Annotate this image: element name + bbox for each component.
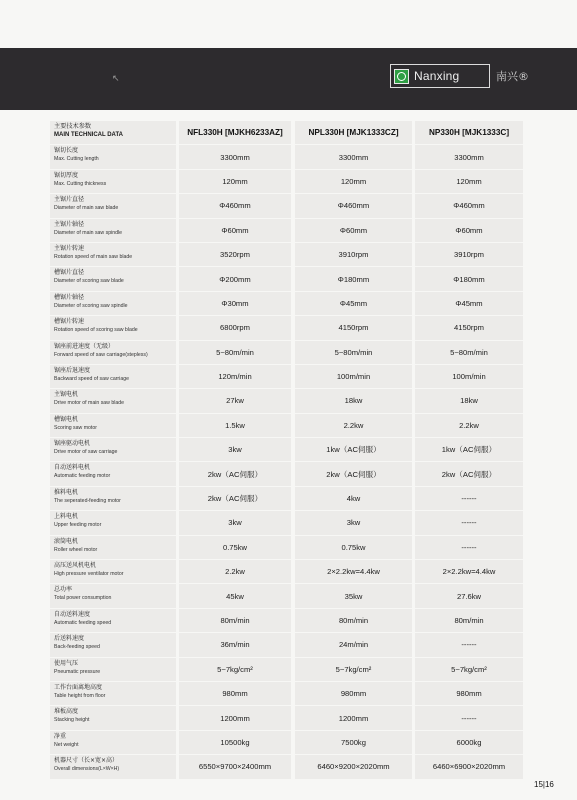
parameter-name-cn: 机器尺寸（长×宽×高） xyxy=(54,757,119,765)
value-cell-model-1: 3kw xyxy=(179,511,291,534)
parameter-name-en: Diameter of main saw spindle xyxy=(54,229,123,236)
value-cell-model-1: 0.75kw xyxy=(179,536,291,559)
parameter-label-cell xyxy=(50,511,176,534)
value-cell-model-2: 100m/min xyxy=(295,365,412,388)
table-row xyxy=(50,633,523,656)
parameter-name-en: Drive motor of main saw blade xyxy=(54,400,125,407)
value-cell-model-2: 1kw（AC伺服） xyxy=(295,438,412,461)
parameter-label-cell xyxy=(50,316,176,339)
parameter-name-cn: 主锯片转速 xyxy=(54,244,85,252)
parameter-name-en: Total power consumption xyxy=(54,595,112,602)
parameter-label-cell xyxy=(50,584,176,607)
parameter-name-en: Diameter of main saw blade xyxy=(54,205,119,212)
parameter-name-cn: 自动送料速度 xyxy=(54,610,91,618)
value-cell-model-3: Φ60mm xyxy=(415,219,523,242)
value-cell-model-1: Φ60mm xyxy=(179,219,291,242)
value-cell-model-2: 0.75kw xyxy=(295,536,412,559)
parameter-name-cn: 槽锯片转速 xyxy=(54,318,85,326)
model-header-1: NFL330H [MJKH6233AZ] xyxy=(179,121,291,144)
value-cell-model-3: Φ460mm xyxy=(415,194,523,217)
value-cell-model-2: 6460×9200×2020mm xyxy=(295,755,412,778)
parameter-name-en: Backward speed of saw carriage xyxy=(54,375,129,382)
table-row xyxy=(50,731,523,754)
table-row xyxy=(50,487,523,510)
header-label-cn: 主要技术参数 xyxy=(54,123,92,130)
parameter-label-cell xyxy=(50,341,176,364)
value-cell-model-2: Φ460mm xyxy=(295,194,412,217)
table-row xyxy=(50,414,523,437)
table-row xyxy=(50,536,523,559)
parameter-name-cn: 锯座后退速度 xyxy=(54,366,91,374)
value-cell-model-3: 80m/min xyxy=(415,609,523,632)
table-row xyxy=(50,706,523,729)
table-row xyxy=(50,341,523,364)
value-cell-model-1: 980mm xyxy=(179,682,291,705)
brand-logo xyxy=(390,64,490,88)
parameter-label-cell xyxy=(50,487,176,510)
model-header-3: NP330H [MJK1333C] xyxy=(415,121,523,144)
parameter-label-cell xyxy=(50,462,176,485)
header-label-en: MAIN TECHNICAL DATA xyxy=(54,132,123,138)
value-cell-model-1: 80m/min xyxy=(179,609,291,632)
parameter-label-cell xyxy=(50,219,176,242)
value-cell-model-1: 120m/min xyxy=(179,365,291,388)
value-cell-model-1: 2kw（AC伺服） xyxy=(179,462,291,485)
parameter-name-en: Rotation speed of main saw blade xyxy=(54,253,133,260)
table-row xyxy=(50,511,523,534)
value-cell-model-1: 1.5kw xyxy=(179,414,291,437)
value-cell-model-2: 35kw xyxy=(295,584,412,607)
value-cell-model-1: Φ30mm xyxy=(179,292,291,315)
parameter-name-en: Table height from floor xyxy=(54,692,106,699)
value-cell-model-3: 2kw（AC伺服） xyxy=(415,462,523,485)
parameter-name-en: Drive motor of saw carriage xyxy=(54,449,118,456)
parameter-name-cn: 槽锯电机 xyxy=(54,415,79,423)
value-cell-model-3: 1kw（AC伺服） xyxy=(415,438,523,461)
value-cell-model-3: 6000kg xyxy=(415,731,523,754)
value-cell-model-3: Φ180mm xyxy=(415,267,523,290)
value-cell-model-2: 4150rpm xyxy=(295,316,412,339)
value-cell-model-2: 2×2.2kw=4.4kw xyxy=(295,560,412,583)
value-cell-model-3: 5~7kg/cm² xyxy=(415,658,523,681)
brand-name: Nanxing xyxy=(414,69,460,83)
table-row xyxy=(50,755,523,778)
table-row xyxy=(50,658,523,681)
value-cell-model-1: 3kw xyxy=(179,438,291,461)
value-cell-model-3: ------ xyxy=(415,633,523,656)
parameter-name-en: Roller wheel motor xyxy=(54,546,98,553)
value-cell-model-3: 3300mm xyxy=(415,145,523,168)
parameter-name-en: Max. Cutting length xyxy=(54,156,99,163)
parameter-name-en: Max. Cutting thickness xyxy=(54,180,107,187)
value-cell-model-1: 5~7kg/cm² xyxy=(179,658,291,681)
parameter-name-en: Pneumatic pressure xyxy=(54,668,101,675)
value-cell-model-2: 980mm xyxy=(295,682,412,705)
value-cell-model-2: 4kw xyxy=(295,487,412,510)
value-cell-model-2: 2kw（AC伺服） xyxy=(295,462,412,485)
value-cell-model-1: 36m/min xyxy=(179,633,291,656)
value-cell-model-1: 2.2kw xyxy=(179,560,291,583)
table-row xyxy=(50,170,523,193)
parameter-label-cell xyxy=(50,438,176,461)
parameter-label-cell xyxy=(50,170,176,193)
parameter-name-en: Automatic feeding speed xyxy=(54,619,112,626)
parameter-name-en: Stacking height xyxy=(54,717,90,724)
parameter-label-cell xyxy=(50,536,176,559)
value-cell-model-3: 980mm xyxy=(415,682,523,705)
parameter-name-en: High pressure ventilator motor xyxy=(54,571,124,578)
parameter-name-cn: 后送料速度 xyxy=(54,635,85,643)
value-cell-model-1: 3520rpm xyxy=(179,243,291,266)
table-row xyxy=(50,145,523,168)
table-row xyxy=(50,194,523,217)
value-cell-model-3: 18kw xyxy=(415,389,523,412)
value-cell-model-1: 6550×9700×2400mm xyxy=(179,755,291,778)
value-cell-model-2: 5~7kg/cm² xyxy=(295,658,412,681)
table-row xyxy=(50,560,523,583)
value-cell-model-1: Φ200mm xyxy=(179,267,291,290)
value-cell-model-3: 4150rpm xyxy=(415,316,523,339)
value-cell-model-3: 2×2.2kw=4.4kw xyxy=(415,560,523,583)
value-cell-model-2: 3kw xyxy=(295,511,412,534)
parameter-label-cell xyxy=(50,755,176,778)
table-row xyxy=(50,682,523,705)
parameter-name-cn: 使用气压 xyxy=(54,659,79,667)
parameter-label-cell xyxy=(50,633,176,656)
parameter-name-cn: 主锯片轴径 xyxy=(54,220,85,228)
parameter-label-cell xyxy=(50,194,176,217)
parameter-name-cn: 滚筒电机 xyxy=(54,537,79,545)
value-cell-model-1: 2kw（AC伺服） xyxy=(179,487,291,510)
parameter-label-cell xyxy=(50,706,176,729)
table-row xyxy=(50,292,523,315)
value-cell-model-3: ------ xyxy=(415,536,523,559)
value-cell-model-3: 6460×6900×2020mm xyxy=(415,755,523,778)
parameter-name-cn: 锯座前进速度（无级） xyxy=(54,342,115,350)
parameter-name-cn: 推料电机 xyxy=(54,488,79,496)
value-cell-model-3: ------ xyxy=(415,706,523,729)
header-label-cell xyxy=(50,121,176,144)
parameter-name-cn: 锯切长度 xyxy=(54,147,79,155)
logo-mark-icon xyxy=(394,69,409,84)
parameter-name-en: Diameter of scoring saw blade xyxy=(54,278,124,285)
value-cell-model-3: 2.2kw xyxy=(415,414,523,437)
value-cell-model-2: 120mm xyxy=(295,170,412,193)
value-cell-model-1: Φ460mm xyxy=(179,194,291,217)
value-cell-model-1: 5~80m/min xyxy=(179,341,291,364)
parameter-name-cn: 上料电机 xyxy=(54,513,79,521)
parameter-name-cn: 主锯电机 xyxy=(54,391,79,399)
value-cell-model-1: 3300mm xyxy=(179,145,291,168)
value-cell-model-2: Φ60mm xyxy=(295,219,412,242)
parameter-name-cn: 工作台面离地高度 xyxy=(54,683,103,691)
parameter-label-cell xyxy=(50,145,176,168)
parameter-label-cell xyxy=(50,682,176,705)
parameter-label-cell xyxy=(50,267,176,290)
value-cell-model-2: 3300mm xyxy=(295,145,412,168)
decorative-spark: ↖ xyxy=(112,74,120,84)
parameter-label-cell xyxy=(50,731,176,754)
parameter-name-cn: 主锯片直径 xyxy=(54,196,85,204)
value-cell-model-3: 3910rpm xyxy=(415,243,523,266)
value-cell-model-3: 27.6kw xyxy=(415,584,523,607)
parameter-name-cn: 净重 xyxy=(54,732,67,740)
table-row xyxy=(50,609,523,632)
header-banner xyxy=(0,48,577,110)
parameter-label-cell xyxy=(50,414,176,437)
table-row xyxy=(50,462,523,485)
value-cell-model-1: 27kw xyxy=(179,389,291,412)
value-cell-model-1: 10500kg xyxy=(179,731,291,754)
value-cell-model-2: 7500kg xyxy=(295,731,412,754)
value-cell-model-2: 3910rpm xyxy=(295,243,412,266)
value-cell-model-3: Φ45mm xyxy=(415,292,523,315)
value-cell-model-3: 5~80m/min xyxy=(415,341,523,364)
parameter-name-en: Automatic feeding motor xyxy=(54,473,111,480)
parameter-name-cn: 高压送风机电机 xyxy=(54,562,97,570)
parameter-name-en: Rotation speed of scoring saw blade xyxy=(54,327,138,334)
value-cell-model-2: Φ45mm xyxy=(295,292,412,315)
value-cell-model-3: ------ xyxy=(415,487,523,510)
value-cell-model-2: 5~80m/min xyxy=(295,341,412,364)
table-row xyxy=(50,219,523,242)
parameter-name-cn: 槽锯片轴径 xyxy=(54,293,85,301)
value-cell-model-2: 2.2kw xyxy=(295,414,412,437)
table-row xyxy=(50,365,523,388)
parameter-name-en: The seperated-feeding motor xyxy=(54,497,121,504)
value-cell-model-2: 24m/min xyxy=(295,633,412,656)
parameter-name-cn: 堆板高度 xyxy=(54,708,79,716)
value-cell-model-2: Φ180mm xyxy=(295,267,412,290)
parameter-label-cell xyxy=(50,609,176,632)
parameter-name-cn: 锯切厚度 xyxy=(54,171,79,179)
parameter-label-cell xyxy=(50,560,176,583)
value-cell-model-2: 80m/min xyxy=(295,609,412,632)
parameter-label-cell xyxy=(50,292,176,315)
parameter-name-en: Forward speed of saw carriage(stepless) xyxy=(54,351,148,358)
parameter-name-cn: 槽锯片直径 xyxy=(54,269,85,277)
value-cell-model-1: 45kw xyxy=(179,584,291,607)
value-cell-model-3: 100m/min xyxy=(415,365,523,388)
table-row xyxy=(50,267,523,290)
parameter-label-cell xyxy=(50,243,176,266)
value-cell-model-3: ------ xyxy=(415,511,523,534)
page-number: 15|16 xyxy=(534,780,554,789)
parameter-name-en: Back-feeding speed xyxy=(54,644,100,651)
table-row xyxy=(50,389,523,412)
parameter-label-cell xyxy=(50,389,176,412)
parameter-label-cell xyxy=(50,658,176,681)
value-cell-model-1: 120mm xyxy=(179,170,291,193)
parameter-name-en: Diameter of scoring saw spindle xyxy=(54,302,128,309)
parameter-label-cell xyxy=(50,365,176,388)
technical-data-table xyxy=(50,121,523,780)
table-row xyxy=(50,243,523,266)
parameter-name-cn: 锯座驱动电机 xyxy=(54,440,91,448)
brand-name-cn: 南兴® xyxy=(496,70,529,83)
table-header-row xyxy=(50,121,523,144)
value-cell-model-1: 6800rpm xyxy=(179,316,291,339)
parameter-name-en: Net weight xyxy=(54,741,79,748)
table-row xyxy=(50,316,523,339)
value-cell-model-2: 1200mm xyxy=(295,706,412,729)
model-header-2: NPL330H [MJK1333CZ] xyxy=(295,121,412,144)
parameter-name-en: Upper feeding motor xyxy=(54,522,102,529)
parameter-name-en: Overall dimensions(L×W×H) xyxy=(54,766,120,773)
value-cell-model-1: 1200mm xyxy=(179,706,291,729)
table-row xyxy=(50,438,523,461)
parameter-name-en: Scoring saw motor xyxy=(54,424,97,431)
parameter-name-cn: 总功率 xyxy=(54,586,73,594)
value-cell-model-3: 120mm xyxy=(415,170,523,193)
parameter-name-cn: 自动送料电机 xyxy=(54,464,91,472)
value-cell-model-2: 18kw xyxy=(295,389,412,412)
table-row xyxy=(50,584,523,607)
